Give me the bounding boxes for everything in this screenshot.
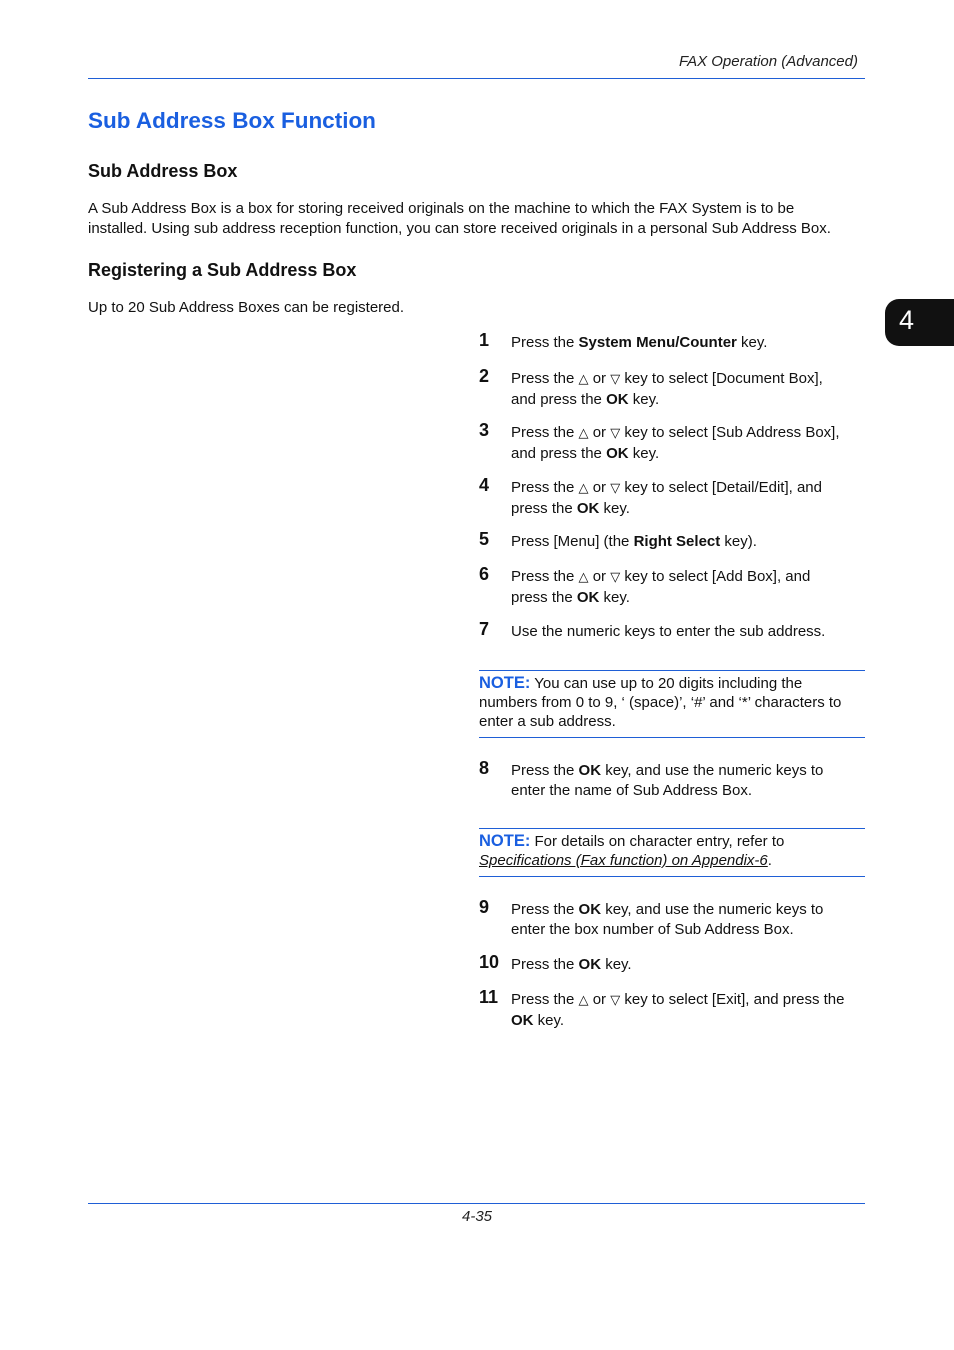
up-arrow-icon: △	[578, 372, 589, 387]
step-number: 11	[479, 987, 499, 1007]
up-arrow-icon: △	[578, 426, 589, 441]
step-number: 3	[479, 420, 490, 440]
up-arrow-icon: △	[578, 570, 589, 585]
step-number: 9	[479, 897, 490, 917]
note-box: NOTE: You can use up to 20 digits including the numbers from 0 to 9, ‘ (space)’, ‘#’ and ‘*’ characters to enter a sub address.	[479, 670, 865, 738]
chapter-number: 4	[899, 305, 915, 335]
step-text: Press the OK key.	[511, 956, 632, 973]
down-arrow-icon: ▽	[610, 993, 621, 1008]
note-box: NOTE: For details on character entry, refer to Specifications (Fax function) on Appendix-6.	[479, 828, 865, 877]
section-body-registering: Up to 20 Sub Address Boxes can be registered.	[88, 299, 405, 316]
step-text: Press [Menu] (the Right Select key).	[511, 533, 757, 550]
step-text: Press the OK key, and use the numeric keys to enter the box number of Sub Address Box.	[511, 901, 824, 938]
page-title: Sub Address Box Function	[88, 108, 376, 133]
footer-rule	[88, 1203, 865, 1204]
step-text: Press the △ or ▽ key to select [Exit], and press the OK key.	[511, 991, 845, 1029]
step-number: 1	[479, 330, 490, 350]
step-text: Press the △ or ▽ key to select [Add Box], and press the OK key.	[511, 568, 811, 606]
step-text: Press the △ or ▽ key to select [Sub Address Box], and press the OK key.	[511, 424, 840, 462]
header-rule	[88, 78, 865, 79]
step-text: Press the OK key, and use the numeric keys to enter the name of Sub Address Box.	[511, 762, 824, 799]
chapter-tab	[885, 299, 954, 346]
page-number: 4-35	[461, 1208, 493, 1225]
section-heading-sub-address-box: Sub Address Box	[88, 161, 238, 181]
section-body-sub-address-box	[88, 199, 878, 238]
step-text: Press the △ or ▽ key to select [Document Box], and press the OK key.	[511, 370, 823, 408]
step-number: 2	[479, 366, 490, 386]
down-arrow-icon: ▽	[610, 481, 621, 496]
note-label: NOTE:	[479, 674, 531, 692]
down-arrow-icon: ▽	[610, 570, 621, 585]
running-header: FAX Operation (Advanced)	[679, 53, 858, 70]
step-number: 7	[479, 619, 490, 639]
down-arrow-icon: ▽	[610, 426, 621, 441]
body-line: A Sub Address Box is a box for storing received originals on the machine to which the FAX System is to be	[88, 200, 795, 217]
step-number: 5	[479, 529, 490, 549]
step-number: 10	[479, 952, 500, 972]
step-text: Press the System Menu/Counter key.	[511, 334, 768, 351]
up-arrow-icon: △	[578, 481, 589, 496]
step-number: 4	[479, 475, 490, 495]
step-number: 8	[479, 758, 490, 778]
up-arrow-icon: △	[578, 993, 589, 1008]
step-number: 6	[479, 564, 490, 584]
appendix-link[interactable]: Specifications (Fax function) on Appendix-6	[479, 852, 768, 869]
step-text: Use the numeric keys to enter the sub address.	[511, 623, 826, 640]
section-heading-registering: Registering a Sub Address Box	[88, 260, 357, 280]
step-text: Press the △ or ▽ key to select [Detail/Edit], and press the OK key.	[511, 479, 822, 517]
body-line: installed. Using sub address reception function, you can store received originals in a personal Sub Address Box.	[88, 219, 831, 237]
down-arrow-icon: ▽	[610, 372, 621, 387]
note-label: NOTE:	[479, 832, 531, 850]
